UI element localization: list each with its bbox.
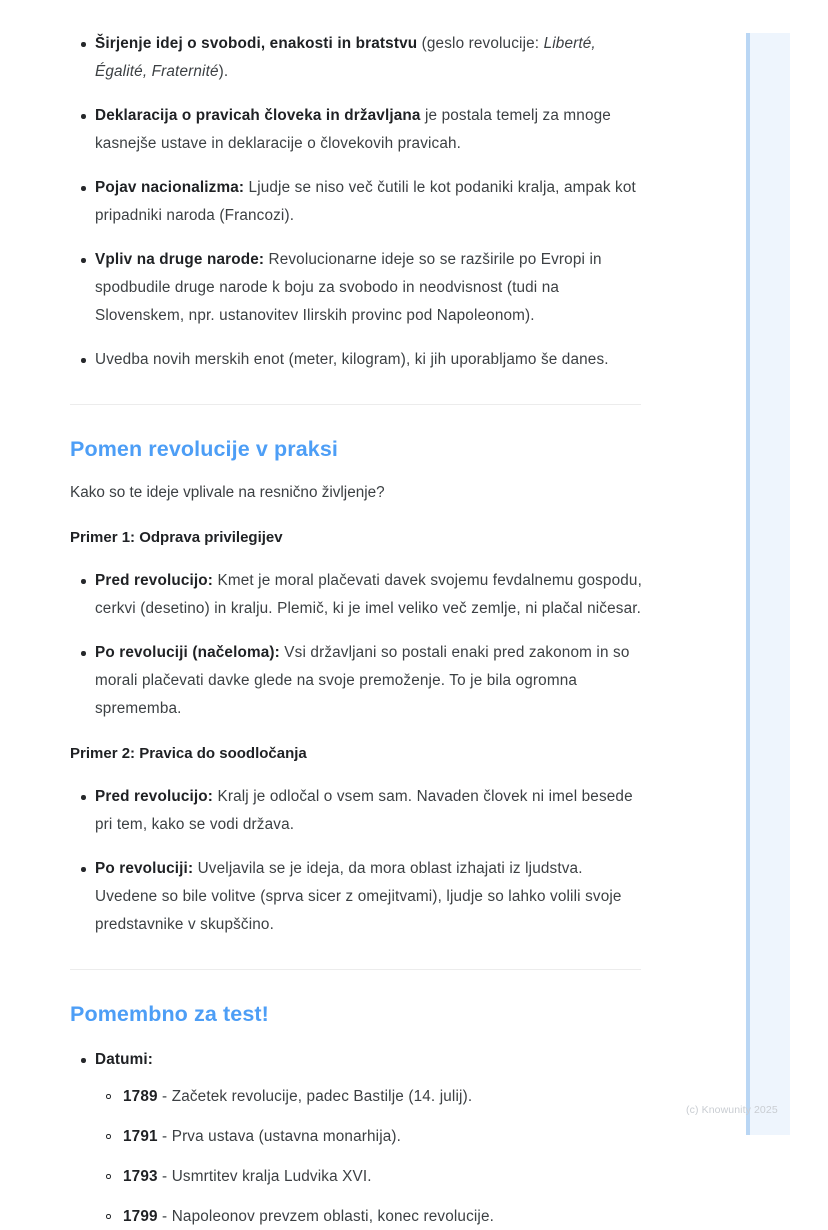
list-item [70, 346, 642, 374]
example-1-list [70, 567, 642, 723]
list-item-lead: Pred revolucijo: [95, 788, 214, 805]
list-item-lead: Pred revolucijo: [95, 572, 214, 589]
date-year: 1791 [123, 1128, 158, 1145]
date-year: 1799 [123, 1208, 158, 1225]
list-item-lead: Vpliv na druge narode: [95, 251, 265, 268]
test-list [70, 1046, 642, 1230]
consequences-list [70, 30, 642, 374]
spacer [70, 723, 642, 742]
list-item [95, 1164, 642, 1190]
spacer [70, 374, 642, 404]
list-item-lead: Širjenje idej o svobodi, enakosti in bratstvu [95, 35, 418, 52]
right-side-rail [746, 33, 790, 1135]
spacer [70, 463, 642, 480]
datumi-label: Datumi: [95, 1051, 154, 1068]
date-text: - Začetek revolucije, padec Bastilje (14. julij). [157, 1088, 473, 1105]
list-item [70, 174, 642, 230]
spacer [70, 970, 642, 1000]
date-year: 1789 [123, 1088, 158, 1105]
list-item-italic: Liberté, Égalité, Fraternité [95, 35, 596, 80]
list-item-text: je postala temelj za mnoge kasnejše ustave in deklaracije o človekovih pravicah. [95, 107, 611, 152]
list-item [95, 1084, 642, 1110]
list-item [95, 1204, 642, 1230]
list-item-text: Kralj je odločal o vsem sam. Navaden človek ni imel besede pri tem, kako se vodi država. [95, 788, 633, 833]
list-item-lead: Pojav nacionalizma: [95, 179, 245, 196]
spacer [70, 506, 642, 526]
section-intro-praksa: Kako so te ideje vplivale na resnično življenje? [70, 484, 385, 501]
section-heading-test: Pomembno za test! [70, 1002, 269, 1026]
list-item [70, 567, 642, 623]
list-item-text: Vsi državljani so postali enaki pred zakonom in so morali plačevati davke glede na svoje premoženje. To je bila ogromna sprememba. [95, 644, 630, 717]
list-item-text: Ljudje se niso več čutili le kot podaniki kralja, ampak kot pripadniki naroda (Francozi). [95, 179, 636, 224]
example-2-heading: Primer 2: Pravica do soodločanja [70, 745, 307, 762]
date-year: 1793 [123, 1168, 158, 1185]
spacer [70, 939, 642, 969]
list-item [70, 30, 642, 86]
example-2-list [70, 783, 642, 939]
list-item [70, 639, 642, 723]
list-item [70, 855, 642, 939]
list-item-text: (geslo revolucije: [417, 35, 544, 52]
list-item-text: Revolucionarne ideje so se razširile po Evropi in spodbudile druge narode k boju za svobodo in neodvisnost (tudi na Slovenskem, npr. ustanovitev Ilirskih provinc pod Napoleonom). [95, 251, 602, 324]
date-text: - Prva ustava (ustavna monarhija). [157, 1128, 402, 1145]
list-item [70, 783, 642, 839]
section-heading-praksa: Pomen revolucije v praksi [70, 437, 338, 461]
list-item-lead: Po revoluciji (načeloma): [95, 644, 280, 661]
spacer [70, 550, 642, 567]
list-item [70, 1046, 642, 1230]
list-item-text: Uveljavila se je ideja, da mora oblast izhajati iz ljudstva. Uvedene so bile volitve (sprva sicer z omejitvami), ljudje so lahko volili svoje predstavnike v skupščino. [95, 860, 622, 933]
date-text: - Usmrtitev kralja Ludvika XVI. [157, 1168, 372, 1185]
list-item [70, 246, 642, 330]
spacer [70, 766, 642, 783]
date-text: - Napoleonov prevzem oblasti, konec revolucije. [157, 1208, 495, 1225]
list-item-text: Kmet je moral plačevati davek svojemu fevdalnemu gospodu, cerkvi (desetino) in kralju. Plemič, ki je imel veliko več zemlje, ni plačal ničesar. [95, 572, 642, 617]
list-item [95, 1124, 642, 1150]
example-1-heading: Primer 1: Odprava privilegijev [70, 529, 283, 546]
right-side-rail-edge [746, 33, 750, 1135]
document-content [70, 30, 642, 1230]
list-item-lead: Deklaracija o pravicah človeka in državljana [95, 107, 421, 124]
list-item-lead: Po revoluciji: [95, 860, 194, 877]
list-item [70, 102, 642, 158]
copyright-watermark: (c) Knowunity 2025 [686, 1104, 778, 1116]
spacer [70, 405, 642, 435]
list-item-text: Uvedba novih merskih enot (meter, kilogram), ki jih uporabljamo še danes. [95, 351, 609, 368]
dates-list [95, 1084, 642, 1230]
list-item-text-tail: ). [218, 63, 229, 80]
spacer [70, 1028, 642, 1046]
